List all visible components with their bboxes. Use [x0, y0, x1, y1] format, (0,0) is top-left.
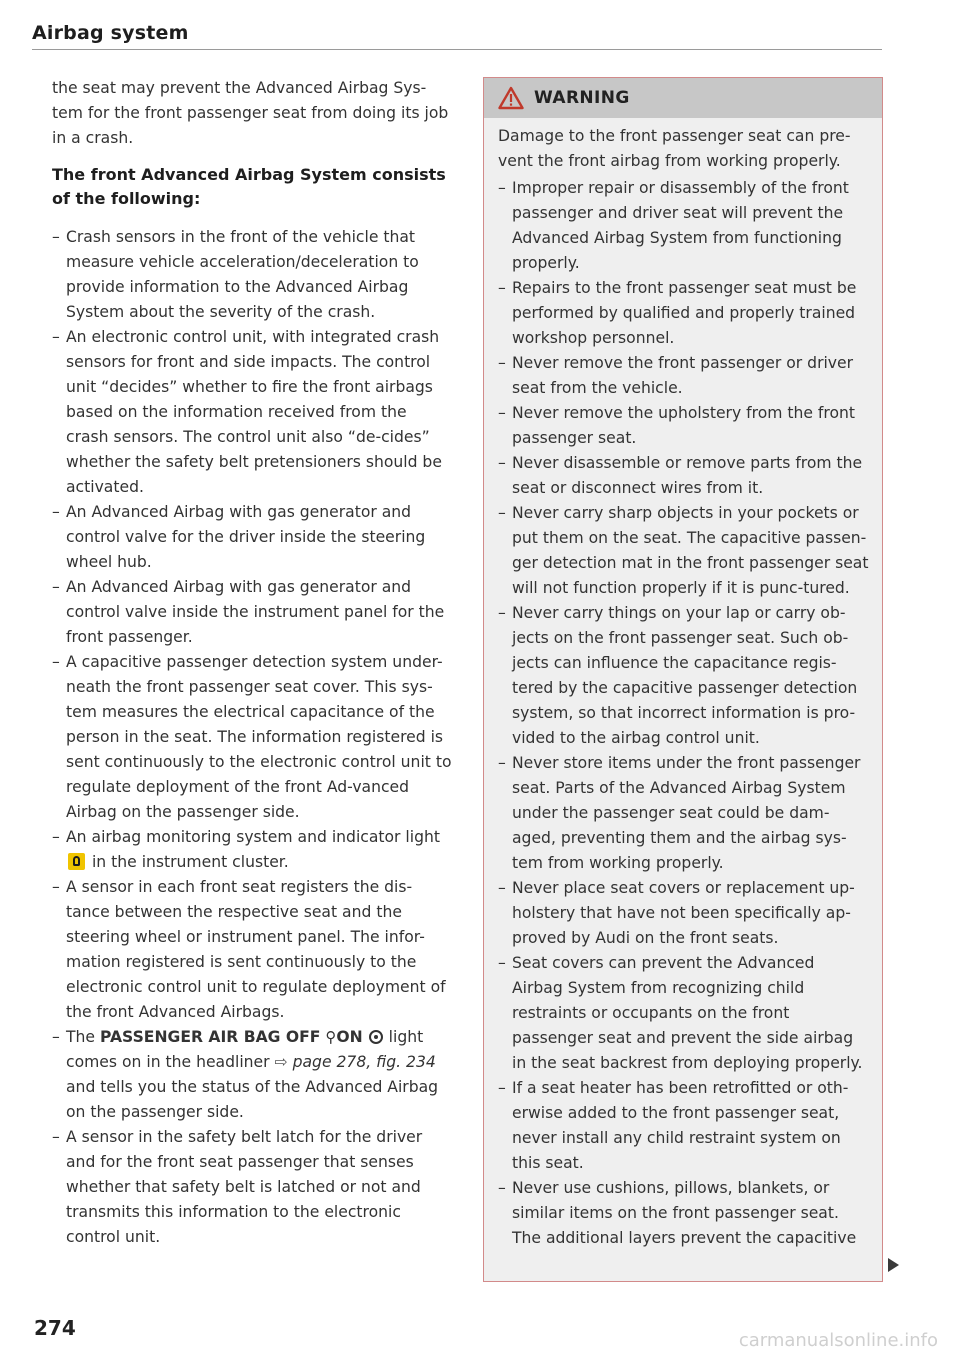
warning-item: – Never place seat covers or replacement up-holstery that have not been specifically ap-proved by Audi on the front seats. [498, 876, 870, 951]
airbag-on-icon [369, 1030, 383, 1044]
warning-body [484, 118, 882, 1251]
passenger-airbag-icon: ⚲ [325, 1028, 337, 1046]
warning-item: – Repairs to the front passenger seat must be performed by qualified and properly trained workshop personnel. [498, 276, 870, 351]
intro-paragraph: the seat may prevent the Advanced Airbag Sys-tem for the front passenger seat from doing its job in a crash. [52, 79, 449, 147]
warning-list [498, 176, 870, 1251]
warning-item: – Never use cushions, pillows, blankets, or similar items on the front passenger seat. The additional layers prevent the capacitive [498, 1176, 870, 1251]
airbag-indicator-icon [68, 853, 85, 870]
subheading: The front Advanced Airbag System consists of the following: [52, 165, 446, 208]
page-header [32, 22, 882, 50]
warning-item: – Never carry sharp objects in your pockets or put them on the seat. The capacitive passen-ger detection mat in the front passenger seat will not function properly if it is punc-tured. [498, 501, 870, 601]
monitor-text-before: An airbag monitoring system and indicator light [66, 828, 440, 846]
warning-intro: Damage to the front passenger seat can pre-vent the front airbag from working properly. [498, 127, 851, 170]
list-item: – A capacitive passenger detection system under-neath the front passenger seat cover. This sys-tem measures the electrical capacitance of the person in the seat. The information registered is sent continuously to the electronic control unit to regulate deployment of the front Ad-vanced Airbag on the passenger side. [52, 650, 452, 825]
reference-text: page 278, fig. 234 [292, 1053, 436, 1071]
components-list [52, 225, 452, 1250]
list-item: – An Advanced Airbag with gas generator and control valve for the driver inside the steering wheel hub. [52, 500, 452, 575]
warning-box [483, 77, 883, 1282]
warning-item: – Never store items under the front passenger seat. Parts of the Advanced Airbag System under the passenger seat could be dam-aged, preventing them and the airbag sys-tem from working properly. [498, 751, 870, 876]
warning-item: – If a seat heater has been retrofitted or oth-erwise added to the front passenger seat, never install any child restraint system on this seat. [498, 1076, 870, 1176]
warning-item: – Never disassemble or remove parts from the seat or disconnect wires from it. [498, 451, 870, 501]
list-item: – An Advanced Airbag with gas generator and control valve inside the instrument panel for the front passenger. [52, 575, 452, 650]
warning-header [484, 78, 882, 118]
warning-title: WARNING [534, 88, 630, 108]
continue-arrow-icon[interactable] [888, 1258, 899, 1272]
pab-middle: light comes on in the headliner [66, 1028, 424, 1071]
pab-after: and tells you the status of the Advanced Airbag on the passenger side. [66, 1078, 439, 1121]
section-title: Airbag system [32, 22, 189, 44]
list-item: – A sensor in each front seat registers the dis-tance between the respective seat and the steering wheel or instrument panel. The infor-mation registered is sent continuously to the electronic control unit to regulate deployment of the front Advanced Airbags. [52, 875, 452, 1025]
warning-item: – Improper repair or disassembly of the front passenger and driver seat will prevent the Advanced Airbag System from functioning properly. [498, 176, 870, 276]
list-item-monitor [52, 825, 452, 875]
list-item: – A sensor in the safety belt latch for the driver and for the front seat passenger that senses whether that safety belt is latched or not and transmits this information to the electronic control unit. [52, 1125, 452, 1250]
list-item-pab [52, 1025, 452, 1125]
left-column [52, 76, 452, 1250]
warning-triangle-icon [498, 86, 524, 110]
warning-item: – Never remove the upholstery from the front passenger seat. [498, 401, 870, 451]
page-number: 274 [34, 1316, 76, 1340]
watermark: carmanualsonline.info [738, 1330, 938, 1351]
monitor-text-after: in the instrument cluster. [91, 853, 289, 871]
list-item: – Crash sensors in the front of the vehicle that measure vehicle acceleration/deceleration to provide information to the Advanced Airbag System about the severity of the crash. [52, 225, 452, 325]
reference-arrow-icon: ⇨ [274, 1053, 288, 1071]
warning-item: – Seat covers can prevent the Advanced Airbag System from recognizing child restraints or occupants on the front passenger seat and prevent the side airbag in the seat backrest from deploying properly. [498, 951, 870, 1076]
page-reference-link[interactable] [275, 1053, 436, 1071]
pab-off-label: PASSENGER AIR BAG OFF [99, 1028, 321, 1046]
warning-item: – Never carry things on your lap or carry ob-jects on the front passenger seat. Such ob-jects can influence the capacitance regis-tered by the capacitive passenger detection system, so that incorrect information is pro-vided to the airbag control unit. [498, 601, 870, 751]
pab-the: The [66, 1028, 96, 1046]
pab-on-label: ON [336, 1028, 363, 1046]
warning-item: – Never remove the front passenger or driver seat from the vehicle. [498, 351, 870, 401]
list-item: – An electronic control unit, with integrated crash sensors for front and side impacts. The control unit “decides” whether to fire the front airbags based on the information received from the crash sensors. The control unit also “de-cides” whether the safety belt pretensioners should be activated. [52, 325, 452, 500]
